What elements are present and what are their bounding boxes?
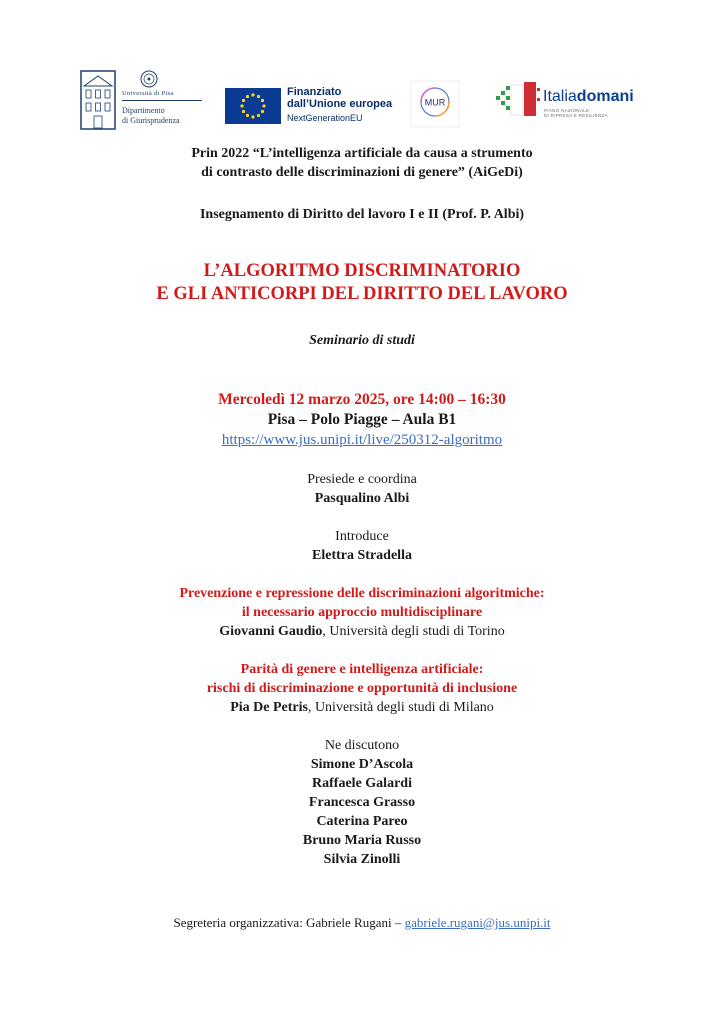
italiadomani-mark-icon	[496, 82, 540, 118]
spacer	[0, 182, 724, 205]
mur-label: MUR	[424, 97, 446, 108]
discussant-name: Francesca Grasso	[308, 795, 416, 810]
discussants-label: Ne discutono	[324, 738, 400, 753]
logo-bar	[0, 66, 724, 136]
discussants	[0, 736, 724, 869]
department-line-1: Dipartimento	[122, 106, 165, 115]
italiadomani-name-bold: domani	[576, 88, 634, 105]
prin-line-1: Prin 2022 “L’intelligenza artificiale da causa a strumento	[191, 146, 533, 161]
footer-email-link[interactable]: gabriele.rugani@jus.unipi.it	[404, 915, 551, 930]
event-link[interactable]: https://www.jus.unipi.it/live/250312-algoritmo	[221, 432, 503, 448]
eu-funding-text	[287, 86, 392, 110]
talk-speaker-line	[0, 622, 724, 641]
discussant-name: Silvia Zinolli	[323, 852, 401, 867]
eu-line-1: Finanziato	[287, 86, 342, 98]
italiadomani-sub-2: DI RIPRESA E RESILIENZA	[544, 113, 608, 118]
footer-text: Segreteria organizzativa: Gabriele Rugani –	[173, 915, 405, 930]
discussant-name: Caterina Pareo	[316, 814, 408, 829]
event-date: Mercoledì 12 marzo 2025, ore 14:00 – 16:30	[218, 391, 506, 408]
discussant-name: Raffaele Galardi	[312, 776, 412, 791]
spacer	[0, 224, 724, 260]
spacer	[0, 565, 724, 584]
event-place: Pisa – Polo Piagge – Aula B1	[267, 411, 457, 428]
mur-logo	[410, 80, 460, 128]
spacer	[0, 641, 724, 660]
italiadomani-sub-1: PIANO NAZIONALE	[544, 108, 590, 113]
flyer-body	[0, 144, 724, 869]
italiadomani-name	[543, 88, 634, 106]
talk-title-line-1: Prevenzione e repressione delle discriminazioni algoritmiche:	[179, 586, 545, 601]
prin-line-2: di contrasto delle discriminazioni di genere” (AiGeDi)	[201, 165, 523, 180]
italiadomani-logo	[496, 82, 636, 122]
seal-icon	[140, 70, 158, 88]
eu-line-3: NextGenerationEU	[287, 113, 363, 123]
talk-1	[0, 584, 724, 641]
spacer	[0, 350, 724, 390]
spacer	[0, 306, 724, 331]
title-line-2: E GLI ANTICORPI DEL DIRITTO DEL LAVORO	[156, 284, 568, 304]
intro-name: Elettra Stradella	[312, 548, 412, 563]
page-title	[0, 260, 724, 306]
intro-label: Introduce	[335, 529, 389, 544]
italiadomani-subtitle	[544, 108, 608, 118]
chair-name: Pasqualino Albi	[314, 491, 410, 506]
discussant-name: Simone D’Ascola	[310, 757, 414, 772]
divider	[122, 100, 202, 101]
talk-speaker: Giovanni Gaudio	[219, 624, 323, 639]
talk-affiliation: , Università degli studi di Milano	[307, 700, 494, 715]
spacer	[0, 508, 724, 527]
talk-title-line-1: Parità di genere e intelligenza artificiale:	[240, 662, 484, 677]
spacer	[0, 717, 724, 736]
italiadomani-name-light: Italia	[543, 88, 577, 105]
spacer	[0, 450, 724, 470]
subtitle: Seminario di studi	[309, 333, 415, 348]
eu-funding-logo	[225, 86, 395, 126]
university-name: Università di Pisa	[122, 90, 174, 97]
talk-affiliation: , Università degli studi di Torino	[322, 624, 505, 639]
eu-flag-icon	[225, 88, 281, 124]
discussant-name: Bruno Maria Russo	[302, 833, 422, 848]
talk-speaker-line	[0, 698, 724, 717]
title-line-1: L’ALGORITMO DISCRIMINATORIO	[203, 261, 521, 281]
department-line-2: di Giurisprudenza	[122, 116, 180, 125]
university-building-icon	[80, 70, 116, 130]
footer	[0, 914, 724, 932]
mur-emblem-icon	[410, 80, 460, 128]
talk-title-line-2: il necessario approccio multidisciplinare	[241, 605, 483, 620]
eu-line-2: dall’Unione europea	[287, 98, 393, 110]
unipi-logo	[80, 70, 210, 134]
talk-speaker: Pia De Petris	[230, 700, 308, 715]
course-line: Insegnamento di Diritto del lavoro I e II (Prof. P. Albi)	[199, 207, 525, 222]
department-name	[122, 106, 180, 126]
chair-label: Presiede e coordina	[307, 472, 417, 487]
talk-title-line-2: rischi di discriminazione e opportunità di inclusione	[206, 681, 518, 696]
talk-2	[0, 660, 724, 717]
